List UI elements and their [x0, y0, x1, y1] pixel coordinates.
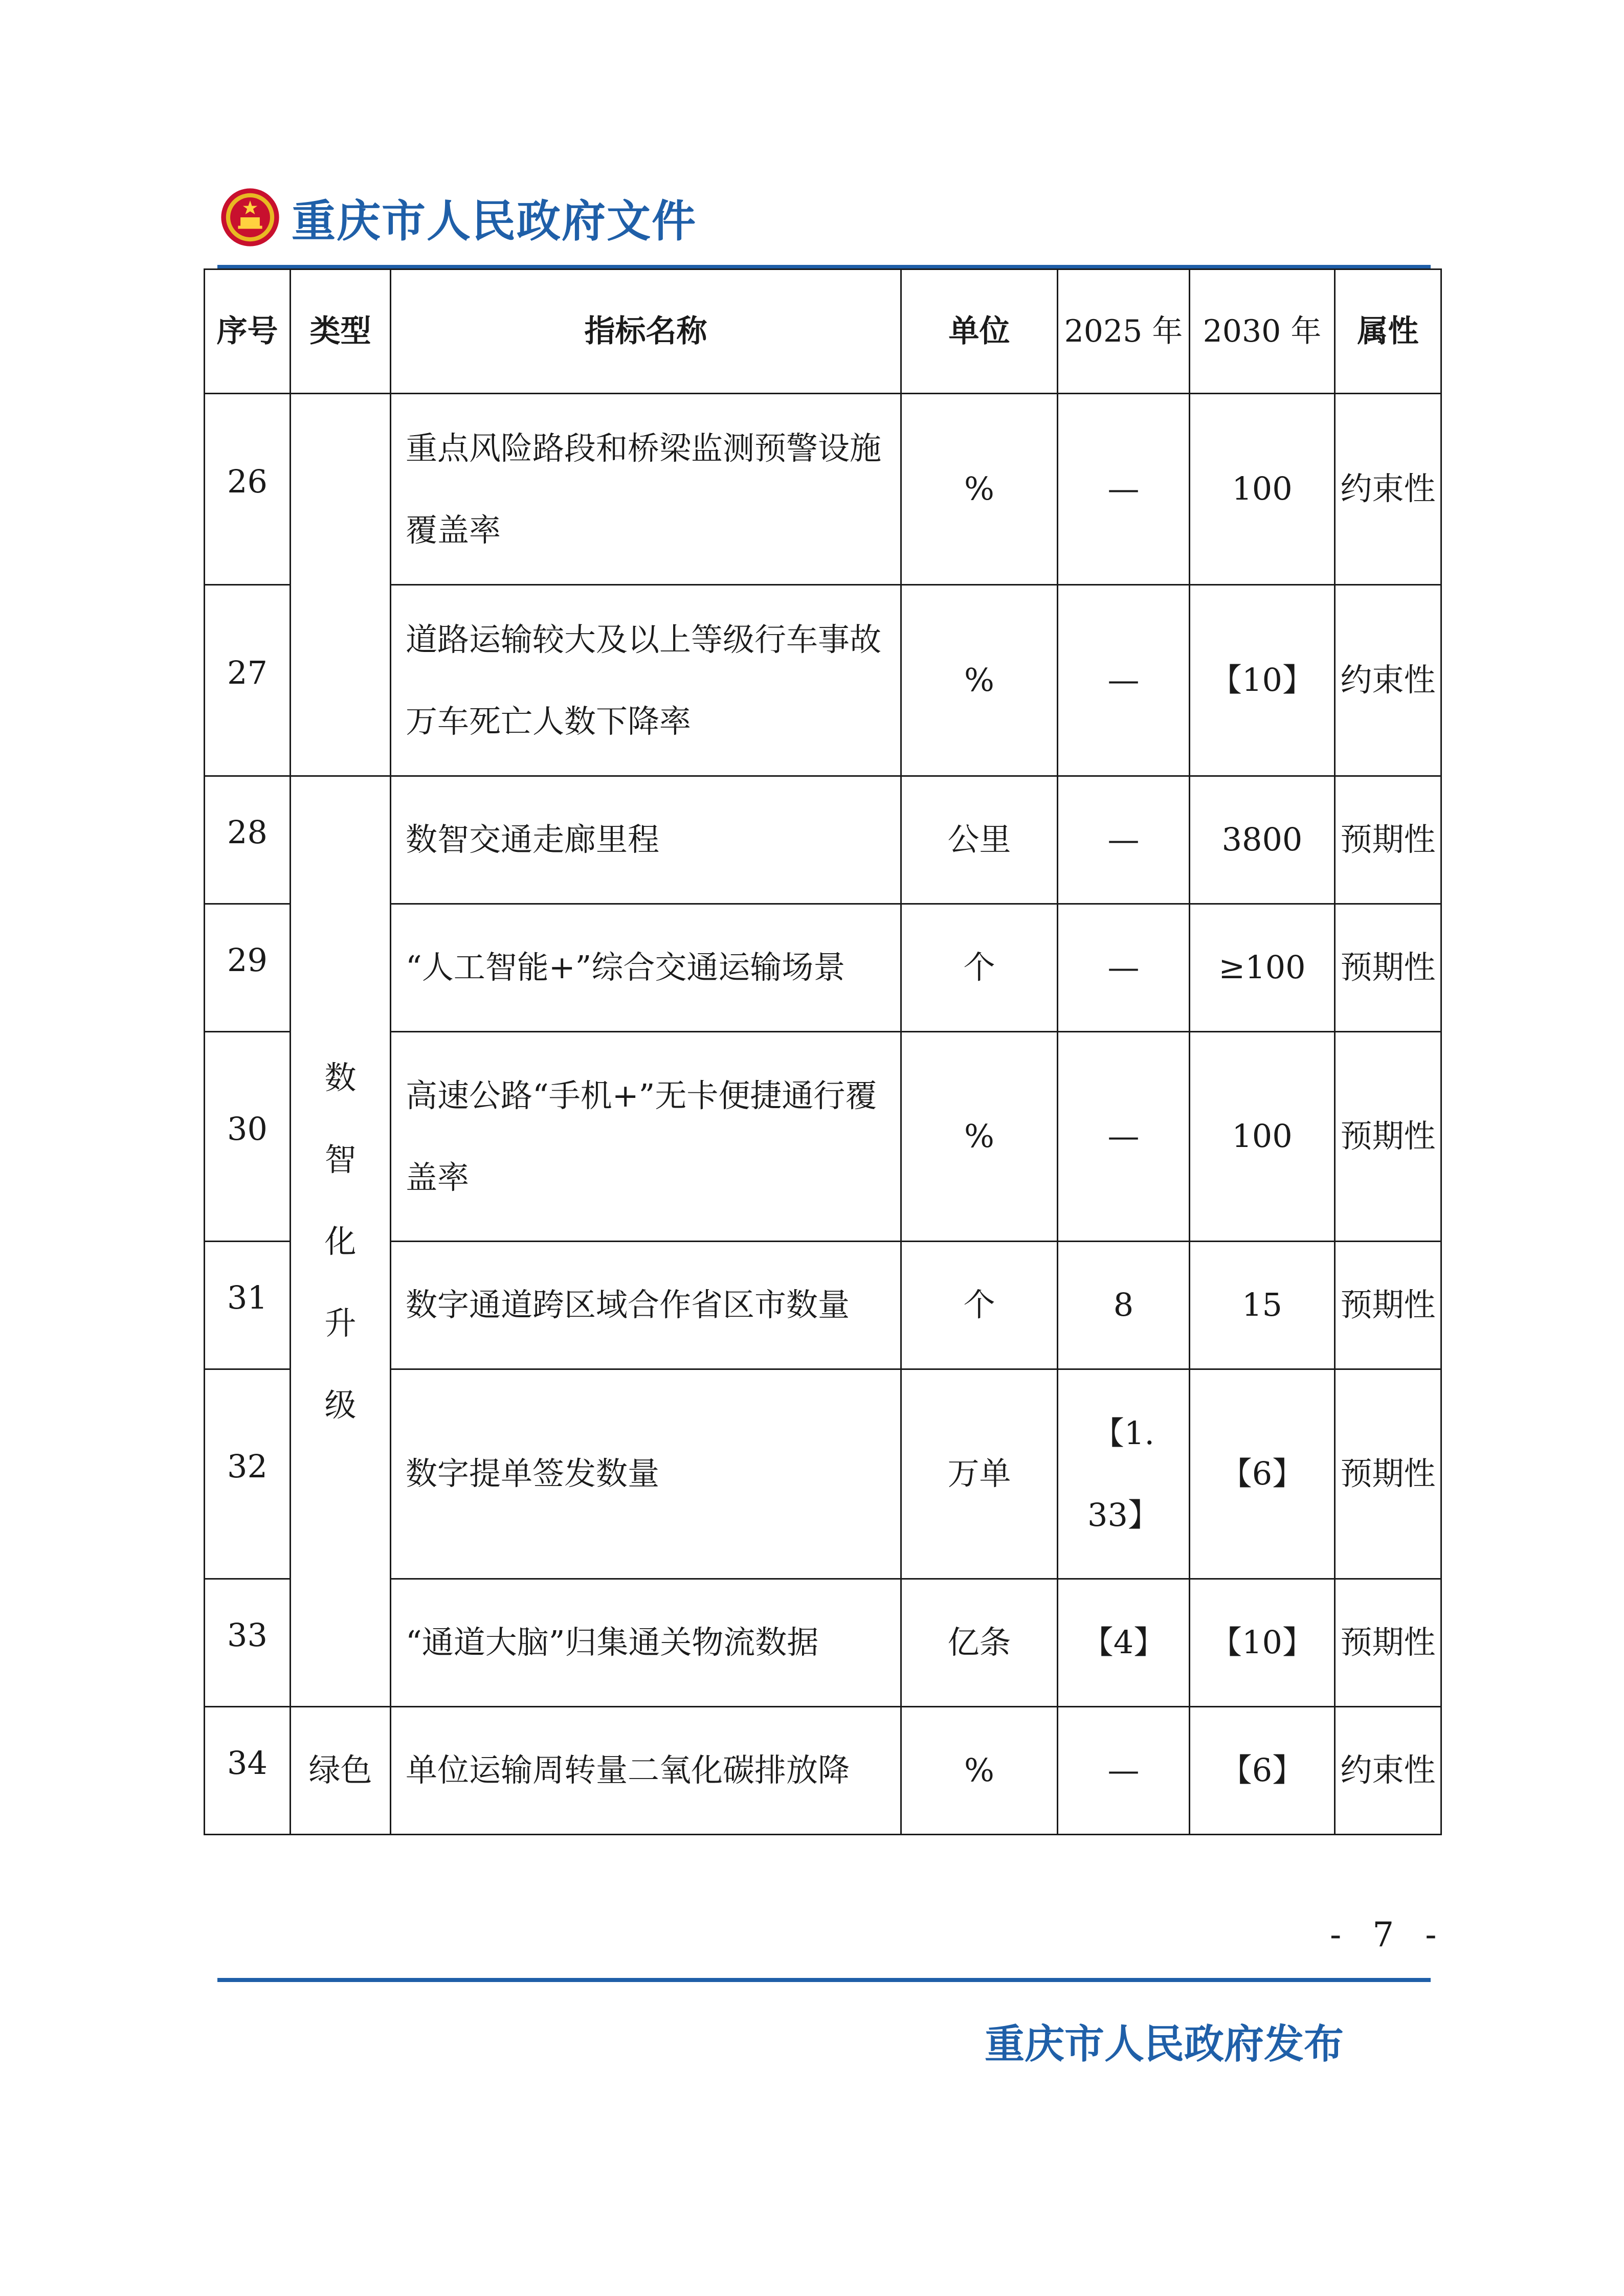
attribute-cell: 预期性	[1335, 1579, 1441, 1707]
page-number: - 7 -	[1330, 1915, 1447, 1954]
value-2030: 15	[1190, 1242, 1335, 1369]
value-2025: —	[1058, 394, 1190, 585]
unit-cell: 万单	[901, 1369, 1058, 1579]
value-2030: 3800	[1190, 776, 1335, 904]
indicator-name: 单位运输周转量二氧化碳排放降	[391, 1707, 901, 1835]
row-number: 29	[205, 904, 291, 1032]
value-2025-text: 【1.33】	[1087, 1414, 1160, 1534]
value-2030: 【6】	[1190, 1369, 1335, 1579]
column-header-type: 类型	[291, 269, 391, 394]
value-2025: —	[1058, 1032, 1190, 1242]
column-header-unit: 单位	[901, 269, 1058, 394]
row-number: 32	[205, 1369, 291, 1579]
footer-rule	[217, 1978, 1431, 1982]
table-row	[205, 776, 1441, 904]
attribute-cell: 预期性	[1335, 1032, 1441, 1242]
table-row	[205, 394, 1441, 585]
unit-cell: %	[901, 394, 1058, 585]
row-number: 27	[205, 585, 291, 776]
column-header-name: 指标名称	[391, 269, 901, 394]
attribute-cell: 预期性	[1335, 776, 1441, 904]
indicator-name: “人工智能+”综合交通运输场景	[391, 904, 901, 1032]
value-2030: 【6】	[1190, 1707, 1335, 1835]
unit-cell: %	[901, 1032, 1058, 1242]
column-header-no: 序号	[205, 269, 291, 394]
category-cell-green: 绿色	[291, 1707, 391, 1835]
attribute-cell: 预期性	[1335, 1242, 1441, 1369]
attribute-cell: 预期性	[1335, 904, 1441, 1032]
value-2030: 【10】	[1190, 585, 1335, 776]
unit-cell: 个	[901, 904, 1058, 1032]
column-header-attr: 属性	[1335, 269, 1441, 394]
indicator-name: 数字通道跨区域合作省区市数量	[391, 1242, 901, 1369]
value-2030: 100	[1190, 394, 1335, 585]
row-number: 26	[205, 394, 291, 585]
value-2025: 【4】	[1058, 1579, 1190, 1707]
value-2025: —	[1058, 1707, 1190, 1835]
table-header-row	[205, 269, 1441, 394]
indicator-name: 重点风险路段和桥梁监测预警设施覆盖率	[391, 394, 901, 585]
category-label: 数智化升级	[324, 1059, 357, 1424]
row-number: 34	[205, 1707, 291, 1835]
value-2025	[1058, 1369, 1190, 1579]
indicator-name: 道路运输较大及以上等级行车事故万车死亡人数下降率	[391, 585, 901, 776]
unit-cell: 亿条	[901, 1579, 1058, 1707]
column-header-2025: 2025 年	[1058, 269, 1190, 394]
indicator-name: 数字提单签发数量	[391, 1369, 901, 1579]
document-header	[220, 184, 697, 251]
row-number: 33	[205, 1579, 291, 1707]
table-row	[205, 1707, 1441, 1835]
row-number: 28	[205, 776, 291, 904]
indicator-name: 数智交通走廊里程	[391, 776, 901, 904]
category-cell-empty	[291, 394, 391, 776]
indicator-name: “通道大脑”归集通关物流数据	[391, 1579, 901, 1707]
unit-cell: %	[901, 1707, 1058, 1835]
column-header-2030: 2030 年	[1190, 269, 1335, 394]
value-2025: —	[1058, 904, 1190, 1032]
attribute-cell: 约束性	[1335, 585, 1441, 776]
unit-cell: %	[901, 585, 1058, 776]
value-2025: 8	[1058, 1242, 1190, 1369]
attribute-cell: 预期性	[1335, 1369, 1441, 1579]
footer-publisher: 重庆市人民政府发布	[985, 2021, 1344, 2067]
row-number: 30	[205, 1032, 291, 1242]
unit-cell: 公里	[901, 776, 1058, 904]
attribute-cell: 约束性	[1335, 394, 1441, 585]
value-2030: 【10】	[1190, 1579, 1335, 1707]
indicator-name: 高速公路“手机+”无卡便捷通行覆盖率	[391, 1032, 901, 1242]
value-2025: —	[1058, 776, 1190, 904]
value-2030: 100	[1190, 1032, 1335, 1242]
indicator-table	[204, 268, 1442, 1835]
header-title: 重庆市人民政府文件	[292, 196, 697, 247]
value-2030: ≥100	[1190, 904, 1335, 1032]
national-emblem-icon	[220, 187, 280, 247]
attribute-cell: 约束性	[1335, 1707, 1441, 1835]
unit-cell: 个	[901, 1242, 1058, 1369]
value-2025: —	[1058, 585, 1190, 776]
row-number: 31	[205, 1242, 291, 1369]
category-cell-digital	[291, 776, 391, 1707]
